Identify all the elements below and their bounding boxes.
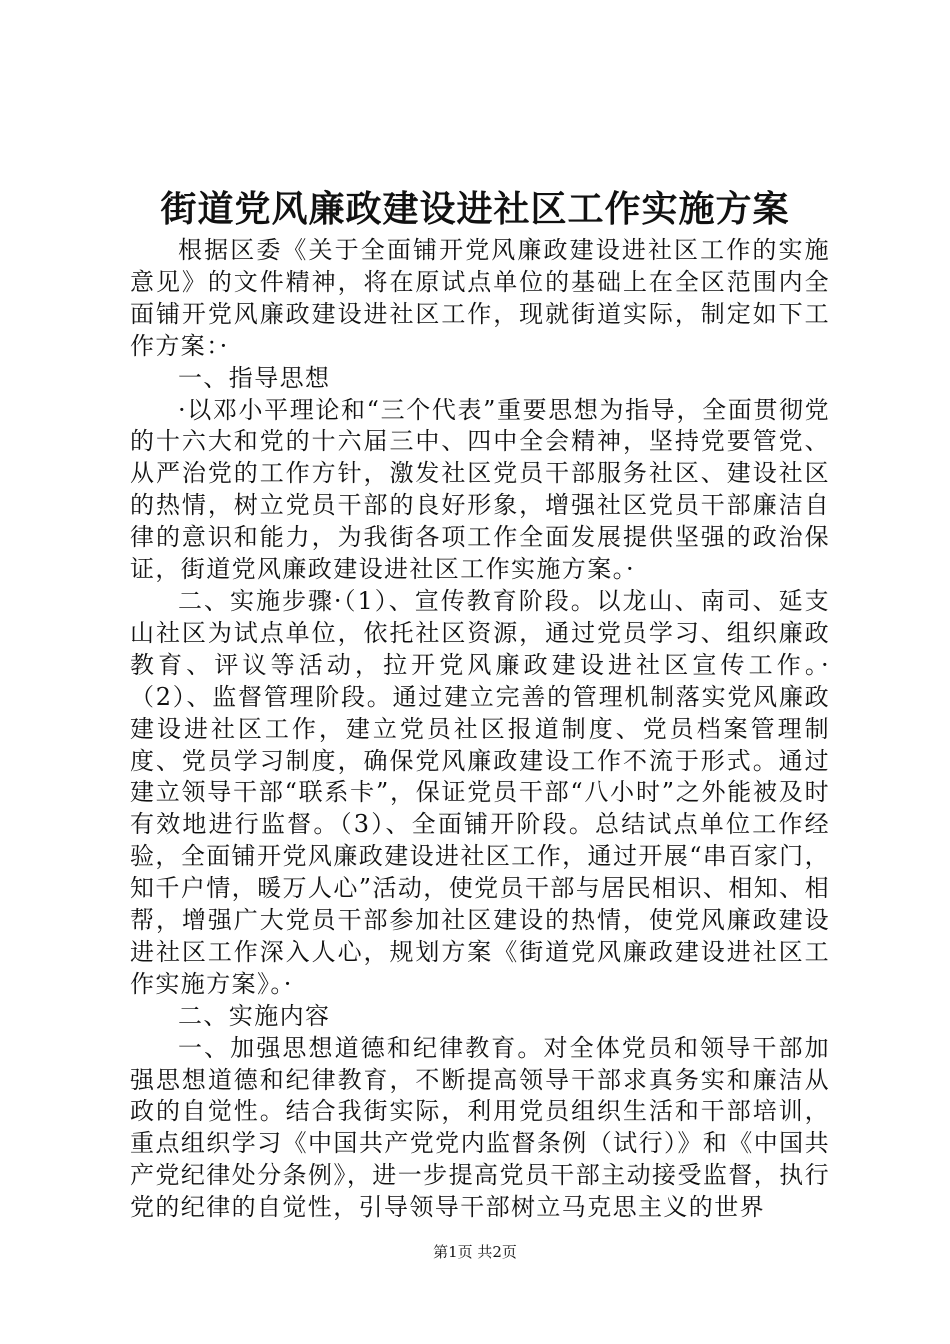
section-heading-implementation-content: 二、实施内容	[178, 1001, 331, 1030]
paragraph-implementation-steps: 二、实施步骤·（1）、宣传教育阶段。以龙山、南司、延支山社区为试点单位，依托社区资源，通过党员学习、组织廉政教育、评议等活动，拉开党风廉政建设进社区宣传工作。·（2）、监督管理阶段。通过建立完善的管理机制落实党风廉政建设进社区工作，建立党员社区报道制度、党员档案管理制度、党员学习制度，确保党风廉政建设工作不流于形式。通过建立领导干部“联系卡”，保证党员干部“八小时”之外能被及时有效地进行监督。（3）、全面铺开阶段。总结试点单位工作经验，全面铺开党风廉政建设进社区工作，通过开展“串百家门，知千户情，暖万人心”活动，使党员干部与居民相识、相知、相帮，增强广大党员干部参加社区建设的热情，使党风廉政建设进社区工作深入人心，规划方案《街道党风廉政建设进社区工作实施方案》。·	[130, 586, 830, 998]
page-number-footer: 第1页 共2页	[433, 1243, 517, 1261]
paragraph-education: 一、加强思想道德和纪律教育。对全体党员和领导干部加强思想道德和纪律教育，不断提高领导干部求真务实和廉洁从政的自觉性。结合我街实际，利用党员组织生活和干部培训，重点组织学习《中国共产党党内监督条例（试行）》和《中国共产党纪律处分条例》，进一步提高党员干部主动接受监督，执行党的纪律的自觉性，引导领导干部树立马克思主义的世界	[130, 1033, 830, 1222]
document-title: 街道党风廉政建设进社区工作实施方案	[160, 188, 790, 230]
document-body	[130, 235, 830, 1224]
section-heading-guiding-thought: 一、指导思想	[178, 363, 331, 392]
paragraph-intro: 根据区委《关于全面铺开党风廉政建设进社区工作的实施意见》的文件精神，将在原试点单位的基础上在全区范围内全面铺开党风廉政建设进社区工作，现就街道实际，制定如下工作方案：·	[130, 236, 830, 360]
paragraph-guiding-thought: ·以邓小平理论和“三个代表”重要思想为指导，全面贯彻党的十六大和党的十六届三中、四中全会精神，坚持党要管党、从严治党的工作方针，激发社区党员干部服务社区、建设社区的热情，树立党员干部的良好形象，增强社区党员干部廉洁自律的意识和能力，为我街各项工作全面发展提供坚强的政治保证，街道党风廉政建设进社区工作实施方案。·	[130, 395, 830, 584]
